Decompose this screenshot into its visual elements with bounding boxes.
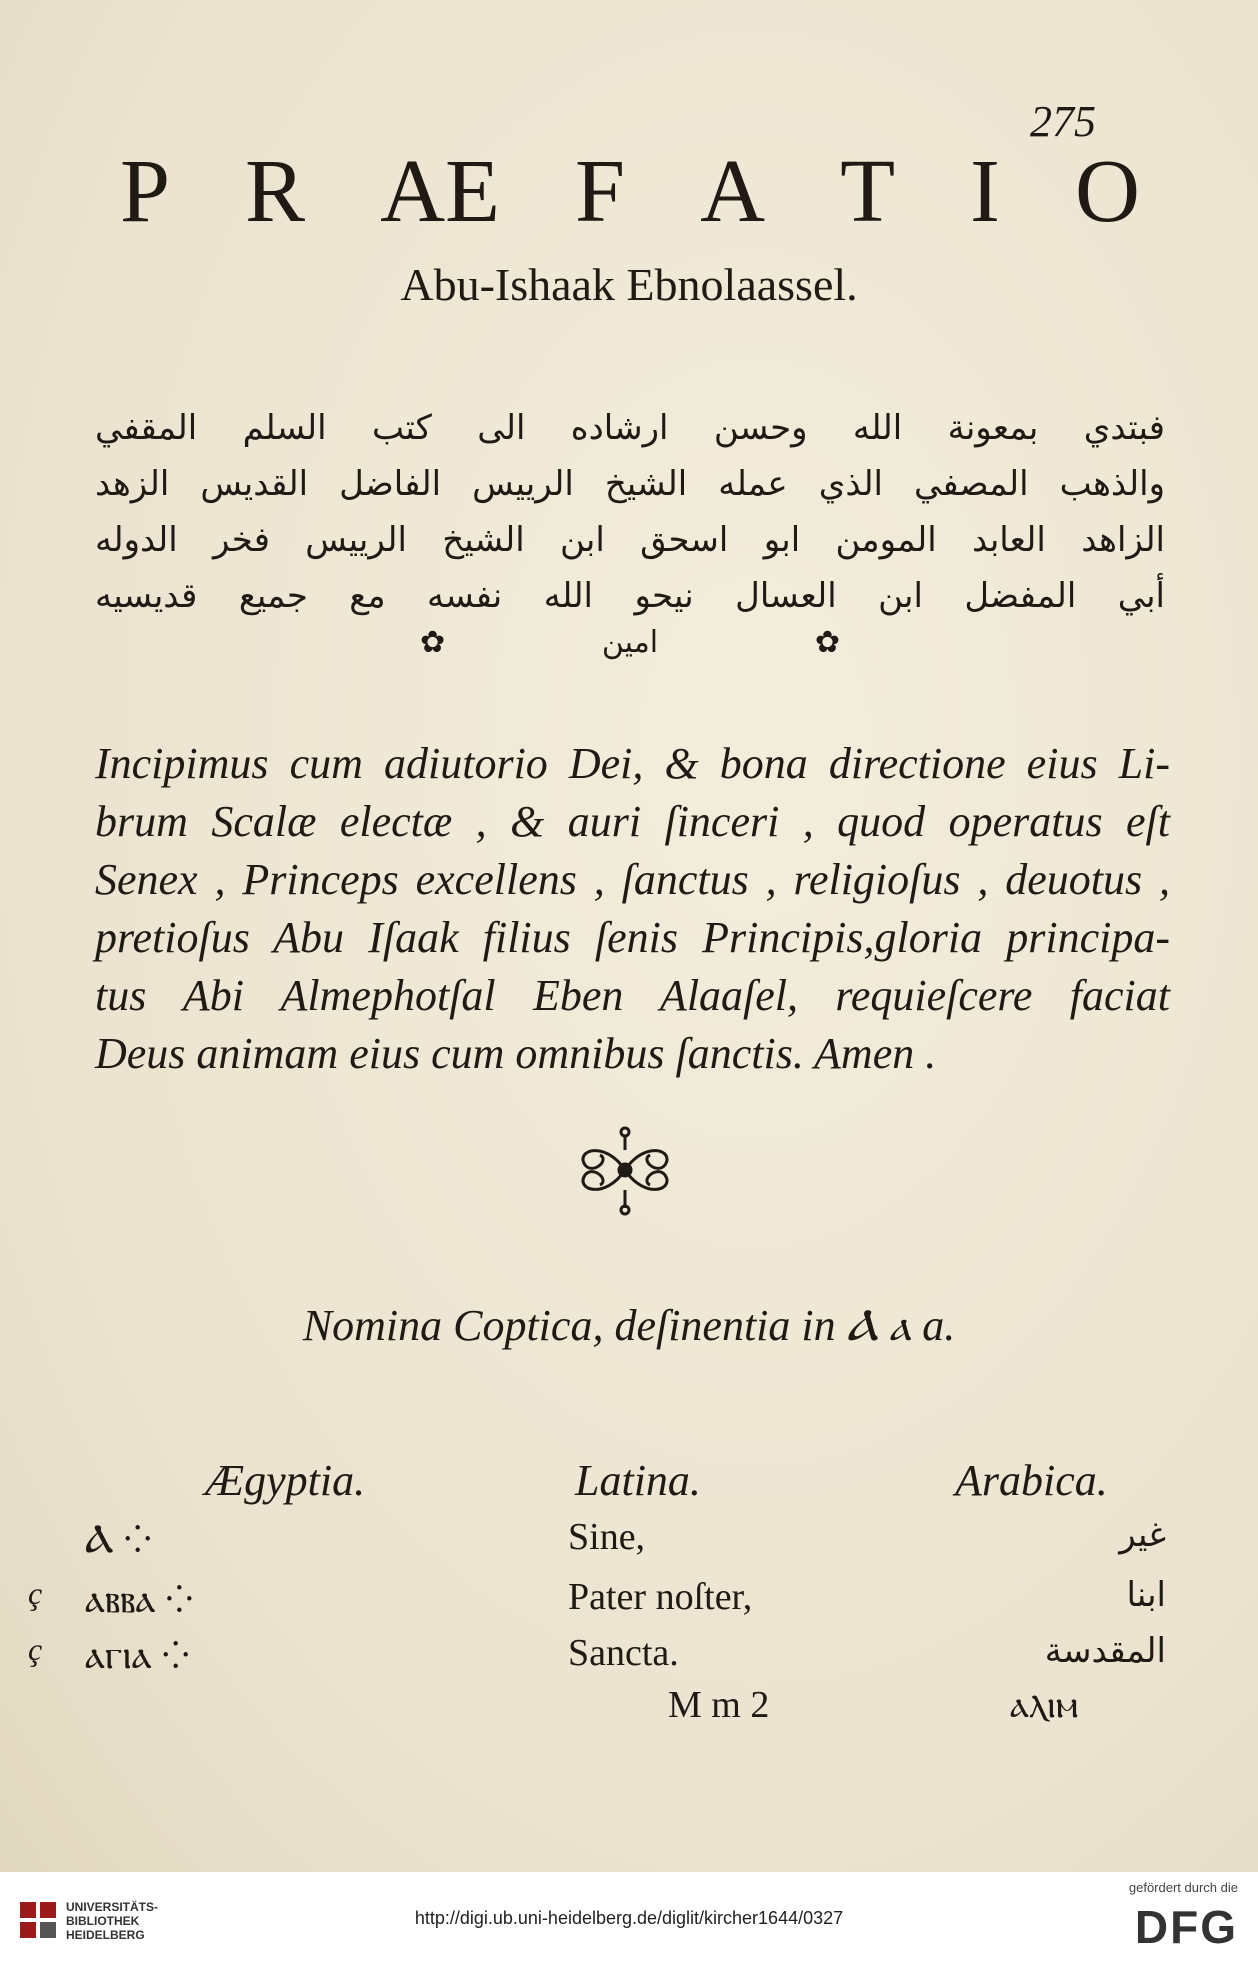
funding-label: gefördert durch die (1128, 1880, 1238, 1895)
amen-line (420, 625, 840, 660)
title-letter: P (120, 142, 171, 241)
latin-word: Sancta. (568, 1632, 679, 1674)
column-header-latin: Latina. (575, 1456, 701, 1505)
table-row (0, 1515, 1258, 1567)
flower-ornament-icon: ✿ (420, 626, 446, 659)
title-letter: R (245, 142, 306, 241)
title-letter: F (575, 142, 626, 241)
title-letter: I (970, 142, 1001, 241)
latin-line: Senex , Princeps excellens , ſanctus , religioſus , deuotus , (95, 855, 1170, 904)
column-header-arabic: Arabica. (955, 1456, 1108, 1505)
coptic-names-heading: Nomina Coptica, deſinentia in Ⲁ ⲁ a. (302, 1301, 956, 1350)
latin-text-block (95, 735, 1170, 1083)
viewer-footer (0, 1872, 1258, 1964)
title-letter: O (1075, 142, 1140, 241)
arabic-line: أبي المفضل ابن العسال نيحو الله نفسه مع جميع قديسيه (95, 576, 1165, 616)
latin-line: tus Abi Almephotſal Eben Alaaſel, requieſcere faciat (95, 971, 1170, 1020)
title-letter: A (700, 142, 766, 241)
arabic-word: ابنا (1126, 1575, 1166, 1615)
catchword: ⲁⲗⲓⲙ (1010, 1684, 1079, 1726)
flower-ornament-icon: ✿ (814, 626, 840, 659)
printer-ornament-icon (565, 1120, 685, 1220)
coptic-word: Ⲁ ⁘ (85, 1516, 152, 1561)
latin-word: Pater noſter, (568, 1576, 753, 1618)
arabic-word: غير (1119, 1515, 1166, 1555)
latin-line: pretioſus Abu Iſaak filius ſenis Principis,gloria principa- (95, 913, 1170, 962)
latin-line: Incipimus cum adiutorio Dei, & bona directione eius Li- (95, 739, 1170, 788)
table-row (0, 1631, 1258, 1683)
margin-mark: ç (28, 1631, 43, 1667)
coptic-word: ⲁⲅⲓⲁ ⁘ (85, 1632, 190, 1677)
arabic-word: المقدسة (1044, 1631, 1166, 1671)
permalink-url[interactable]: http://digi.ub.uni-heidelberg.de/diglit/kircher1644/0327 (414, 1908, 844, 1928)
title-letter: AE (380, 142, 501, 241)
title-letter: T (840, 142, 896, 241)
arabic-line: فبتدي بمعونة الله وحسن ارشاده الى كتب السلم المقفي (95, 408, 1165, 448)
page-number: 275 (1030, 97, 1096, 146)
coptic-word: ⲁⲃⲃⲁ ⁘ (85, 1576, 194, 1621)
latin-word: Sine, (568, 1516, 646, 1558)
arabic-text-block (95, 400, 1165, 624)
column-header-egyptian: Ægyptia. (205, 1456, 366, 1505)
amen-arabic: امين (601, 625, 659, 660)
latin-line: Deus animam eius cum omnibus ſanctis. Amen . (95, 1029, 937, 1078)
page-subtitle: Abu-Ishaak Ebnolaassel. (400, 259, 858, 310)
library-name-line: BIBLIOTHEK (66, 1914, 140, 1928)
arabic-line: الزاهد العابد المومن ابو اسحق ابن الشيخ الرييس فخر الدوله (95, 520, 1165, 560)
arabic-line: والذهب المصفي الذي عمله الشيخ الرييس الفاضل القديس الزهد (95, 464, 1165, 504)
table-row (0, 1575, 1258, 1627)
page-title (120, 140, 1140, 243)
signature-mark: M m 2 (668, 1684, 770, 1726)
margin-mark: ç (28, 1575, 43, 1611)
library-name-line: UNIVERSITÄTS- (66, 1900, 159, 1914)
dfg-logo: DFG (1134, 1901, 1238, 1953)
library-name-line: HEIDELBERG (66, 1928, 145, 1942)
latin-line: brum Scalæ electæ , & auri ſinceri , quod operatus eſt (95, 797, 1170, 846)
